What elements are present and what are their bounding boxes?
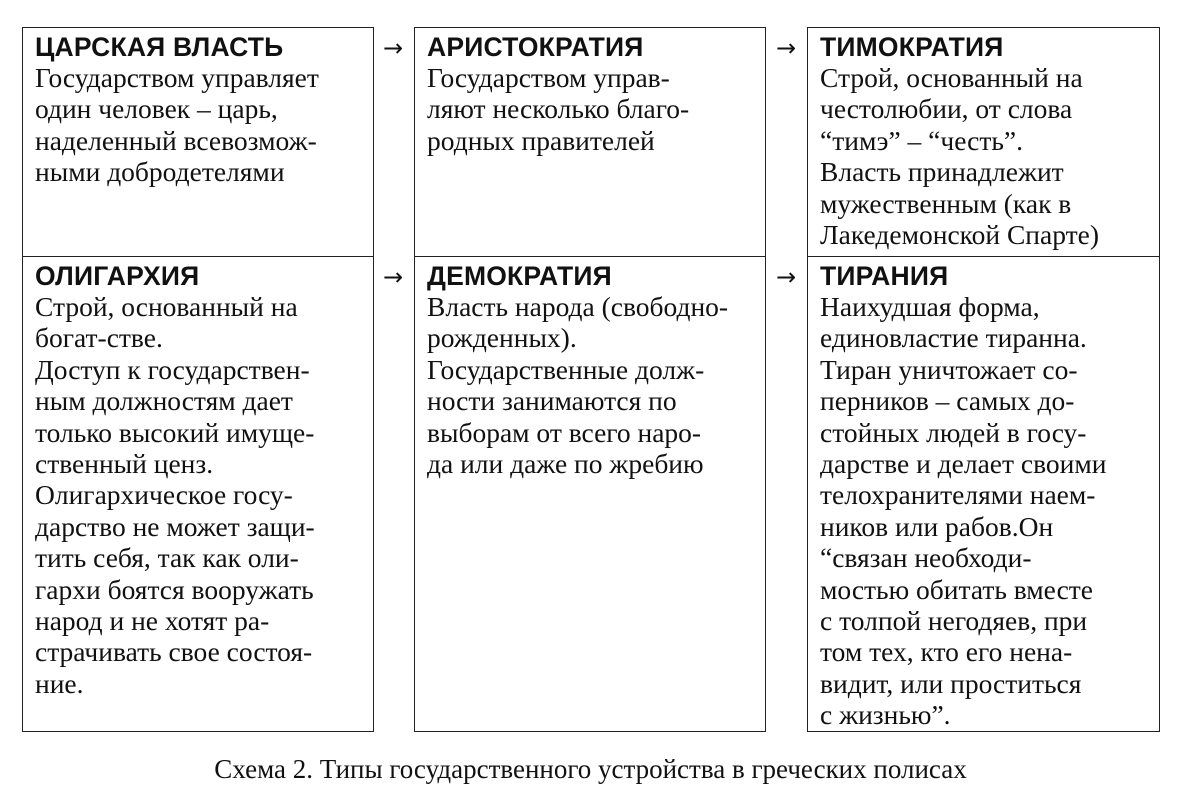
box-text-line: Власть принадлежит [820,156,1064,188]
box-text-line: Власть народа (свободно- [427,291,729,322]
box-text-line: мужественным (как в [820,187,1072,219]
box-text-line: Наихудшая форма, [820,291,1040,322]
box-text-line: Строй, основанный на [35,291,298,322]
box-oligarchy [22,256,374,732]
box-text-line: ственный ценз. [35,448,214,480]
box-text-line: мостью обитать вместе [820,573,1093,605]
box-text-line: Государством управляет [35,62,319,93]
box-text-line: Лакедемонской Спарте) [820,219,1099,251]
box-text-line: страчивать свое состоя- [35,636,313,668]
figure-caption: Схема 2. Типы государственного устройства в греческих полисах [214,754,967,784]
box-text-line: ным должностям дает [35,385,293,417]
box-text-line: да или даже по жребию [427,448,704,480]
box-text-line: выборам от всего наро- [427,416,702,448]
box-text-line: Олигархическое госу- [35,479,293,511]
box-text-line: ние. [35,667,84,699]
box-text-line: рожденных). [427,322,577,354]
box-text-line: “связан необходи- [820,542,1032,574]
box-text-line: Строй, основанный на [820,62,1083,93]
box-text-line: телохранителями наем- [820,479,1096,511]
box-text-line: дарство не может защи- [35,510,315,542]
box-text-line: один человек – царь, [35,93,278,125]
box-aristocracy [414,27,766,257]
box-text-line: тить себя, так как оли- [35,542,299,574]
box-timocracy [807,27,1160,257]
box-royal-power [22,27,374,257]
box-text-line: единовластие тиранна. [820,322,1087,354]
box-text-line: родных правителей [427,124,655,156]
box-text-line: видит, или проститься [820,667,1082,699]
box-text-line: Доступ к государствен- [35,353,310,385]
box-title: ДЕМОКРАТИЯ [427,261,612,291]
box-text-line: народ и не хотят ра- [35,605,270,637]
box-text-line: перников – самых до- [820,385,1075,417]
box-text-line: Государственные долж- [427,353,705,385]
box-text-line: богат-стве. [35,322,163,354]
box-title: АРИСТОКРАТИЯ [427,32,644,62]
box-title: ОЛИГАРХИЯ [35,261,200,291]
box-democracy [414,256,766,732]
box-text-line: с жизнью”. [820,699,951,731]
box-text-line: только высокий имуще- [35,416,315,448]
box-tyranny [807,256,1160,732]
box-text-line: “тимэ” – “честь”. [820,124,1023,156]
box-text-line: дарстве и делает своими [820,448,1107,480]
box-text-line: Тиран уничтожает со- [820,353,1078,385]
box-text-line: ными добродетелями [35,156,285,188]
box-title: ЦАРСКАЯ ВЛАСТЬ [35,32,284,62]
box-text-line: стойных людей в госу- [820,416,1087,448]
box-text-line: гархи боятся вооружать [35,573,314,605]
arrow-right-icon: → [383,263,404,291]
box-text-line: честолюбии, от слова [820,93,1073,125]
box-title: ТИРАНИЯ [820,261,949,291]
box-text-line: наделенный всевозмож- [35,124,317,156]
arrow-right-icon: → [776,34,797,62]
box-text-line: с толпой негодяев, при [820,605,1088,637]
box-text-line: Государством управ- [427,62,670,93]
box-text-line: ности занимаются по [427,385,677,417]
arrow-right-icon: → [776,263,797,291]
box-text-line: ляют несколько благо- [427,93,690,125]
box-title: ТИМОКРАТИЯ [820,32,1004,62]
box-text-line: ников или рабов.Он [820,510,1054,542]
box-text-line: том тех, кто его нена- [820,636,1073,668]
arrow-right-icon: → [383,34,404,62]
